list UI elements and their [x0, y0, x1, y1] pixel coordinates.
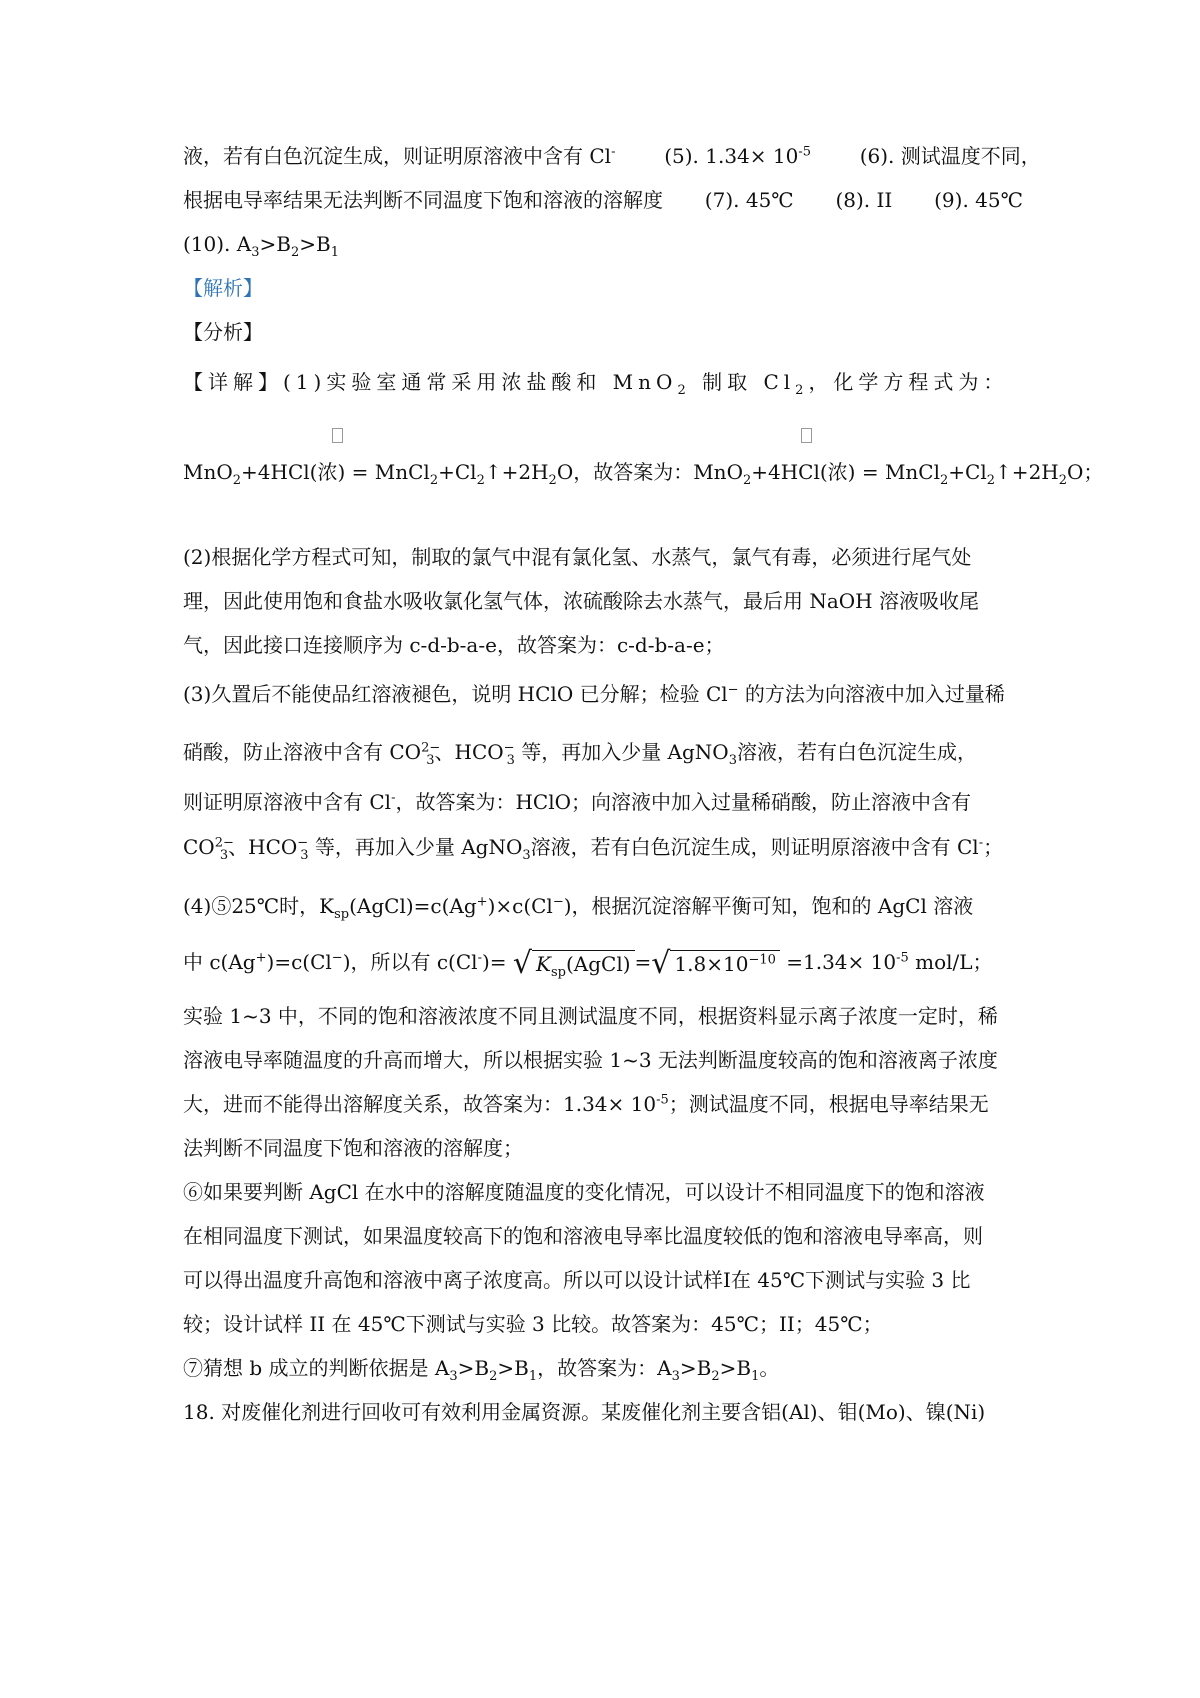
p4-line-6: 法判断不同温度下饱和溶液的溶解度； — [183, 1136, 523, 1160]
equation-line: MnO$_2$+4HCl(浓) = $MnCl_2+Cl_2↑+2H_2O$，故答案为：MnO$_2$+4HCl(浓) = $MnCl_2+Cl_2↑+2H_2O$； — [183, 460, 1104, 488]
p2-line-3: 气，因此接口连接顺序为 c-d-b-a-e，故答案为：c-d-b-a-e； — [183, 633, 725, 657]
p3-line-3: 则证明原溶液中含有 Cl-，故答案为：HClO；向溶液中加入过量稀硝酸，防止溶液中含有 — [183, 790, 972, 814]
p3-line-4: $CO^{2-}_3$、$HCO^-_3$ 等，再加入少量 AgNO$_3$溶液，若有白色沉淀生成，则证明原溶液中含有 Cl-； — [183, 835, 1004, 863]
answer-9-text: (9). 45℃ — [934, 188, 1023, 212]
p2-line-2: 理，因此使用饱和食盐水吸收氯化氢气体，浓硫酸除去水蒸气，最后用 NaOH 溶液吸收尾 — [183, 589, 979, 613]
detail-line-1: 【详解】(1)实验室通常采用浓盐酸和 MnO$_2$ 制取 $Cl_2$，化学方程式为： — [183, 370, 1009, 398]
p4-line-5: 大，进而不能得出溶解度关系，故答案为：$1.34\times 10^{-5}$；测试温度不同，根据电导率结果无 — [183, 1092, 989, 1116]
answer-line-1: 液，若有白色沉淀生成，则证明原溶液中含有 Cl- (5). $1.34\times 10^{-5}$ (6). 测试温度不同， — [183, 144, 1041, 168]
answer-6-cont: 根据电导率结果无法判断不同温度下饱和溶液的溶解度 — [183, 188, 663, 212]
condition-box-1 — [332, 428, 343, 443]
section-fenxi: 【分析】 — [183, 320, 263, 344]
p6-line-2: 在相同温度下测试，如果温度较高下的饱和溶液电导率比温度较低的饱和溶液电导率高，则 — [183, 1224, 983, 1248]
answer-10-text: (10). A — [183, 232, 252, 256]
p7-line: ⑦猜想 b 成立的判断依据是 $A_3>B_2>B_1$，故答案为：$A_3>B_2>B_1$。 — [183, 1356, 780, 1384]
condition-box-2 — [801, 428, 812, 443]
p4-line-4: 溶液电导率随温度的升高而增大，所以根据实验 1~3 无法判断温度较高的饱和溶液离子浓度 — [183, 1048, 998, 1072]
p3-line-2: 硝酸，防止溶液中含有 $CO^{2-}_3$、$HCO^-_3$ 等，再加入少量 AgNO$_3$溶液，若有白色沉淀生成， — [183, 740, 977, 768]
p2-line-1: (2)根据化学方程式可知，制取的氯气中混有氯化氢、水蒸气，氯气有毒，必须进行尾气处 — [183, 545, 972, 569]
p4-line-1: (4)⑤25℃时，$K_{sp}(AgCl)=c(Ag^+)\times c(Cl^-)$，根据沉淀溶解平衡可知，饱和的 AgCl 溶液 — [183, 894, 974, 922]
section-jiexi: 【解析】 — [183, 276, 263, 300]
answer-5-text: (5). 1.34× 10 — [664, 144, 799, 168]
answer-8-text: (8). II — [835, 188, 893, 212]
p6-line-3: 可以得出温度升高饱和溶液中离子浓度高。所以可以设计试样Ⅰ在 45℃下测试与实验 3 比 — [183, 1268, 971, 1292]
answer-line-2 — [183, 185, 1023, 215]
p6-line-1: ⑥如果要判断 AgCl 在水中的溶解度随温度的变化情况，可以设计不相同温度下的饱和溶液 — [183, 1180, 985, 1204]
answer-6-text: (6). 测试温度不同， — [859, 144, 1041, 168]
p3-line-1: (3)久置后不能使品红溶液褪色，说明 HClO 已分解；检验 Cl− 的方法为向溶液中加入过量稀 — [183, 682, 1005, 706]
answer-7-text: (7). 45℃ — [704, 188, 794, 212]
answer-line-3: (10). $A_3>B_2>B_1$ — [183, 232, 339, 260]
answer-4-text: 液，若有白色沉淀生成，则证明原溶液中含有 Cl — [183, 144, 612, 168]
p6-line-4: 较；设计试样 II 在 45℃下测试与实验 3 比较。故答案为：45℃；II；45℃； — [183, 1312, 883, 1336]
sqrt-value: √ $1.8\times 10^{-10}$ — [651, 949, 780, 979]
sqrt-ksp: √ $K_{sp}(AgCl)$ — [513, 949, 635, 979]
p4-line-3: 实验 1~3 中，不同的饱和溶液浓度不同且测试温度不同，根据资料显示离子浓度一定时，稀 — [183, 1004, 998, 1028]
p4-line-2-ksp-formula: 中 c(Ag+)=c(Cl−)，所以有 c(Cl-)= √ $K_{sp}(AgCl)$ = √ $1.8\times 10^{-10}$ $=1.34\times 10^{-5}$ mol/L； — [183, 945, 993, 981]
question-18-line: 18. 对废催化剂进行回收可有效利用金属资源。某废催化剂主要含铝(Al)、钼(Mo)、镍(Ni) — [183, 1400, 986, 1424]
